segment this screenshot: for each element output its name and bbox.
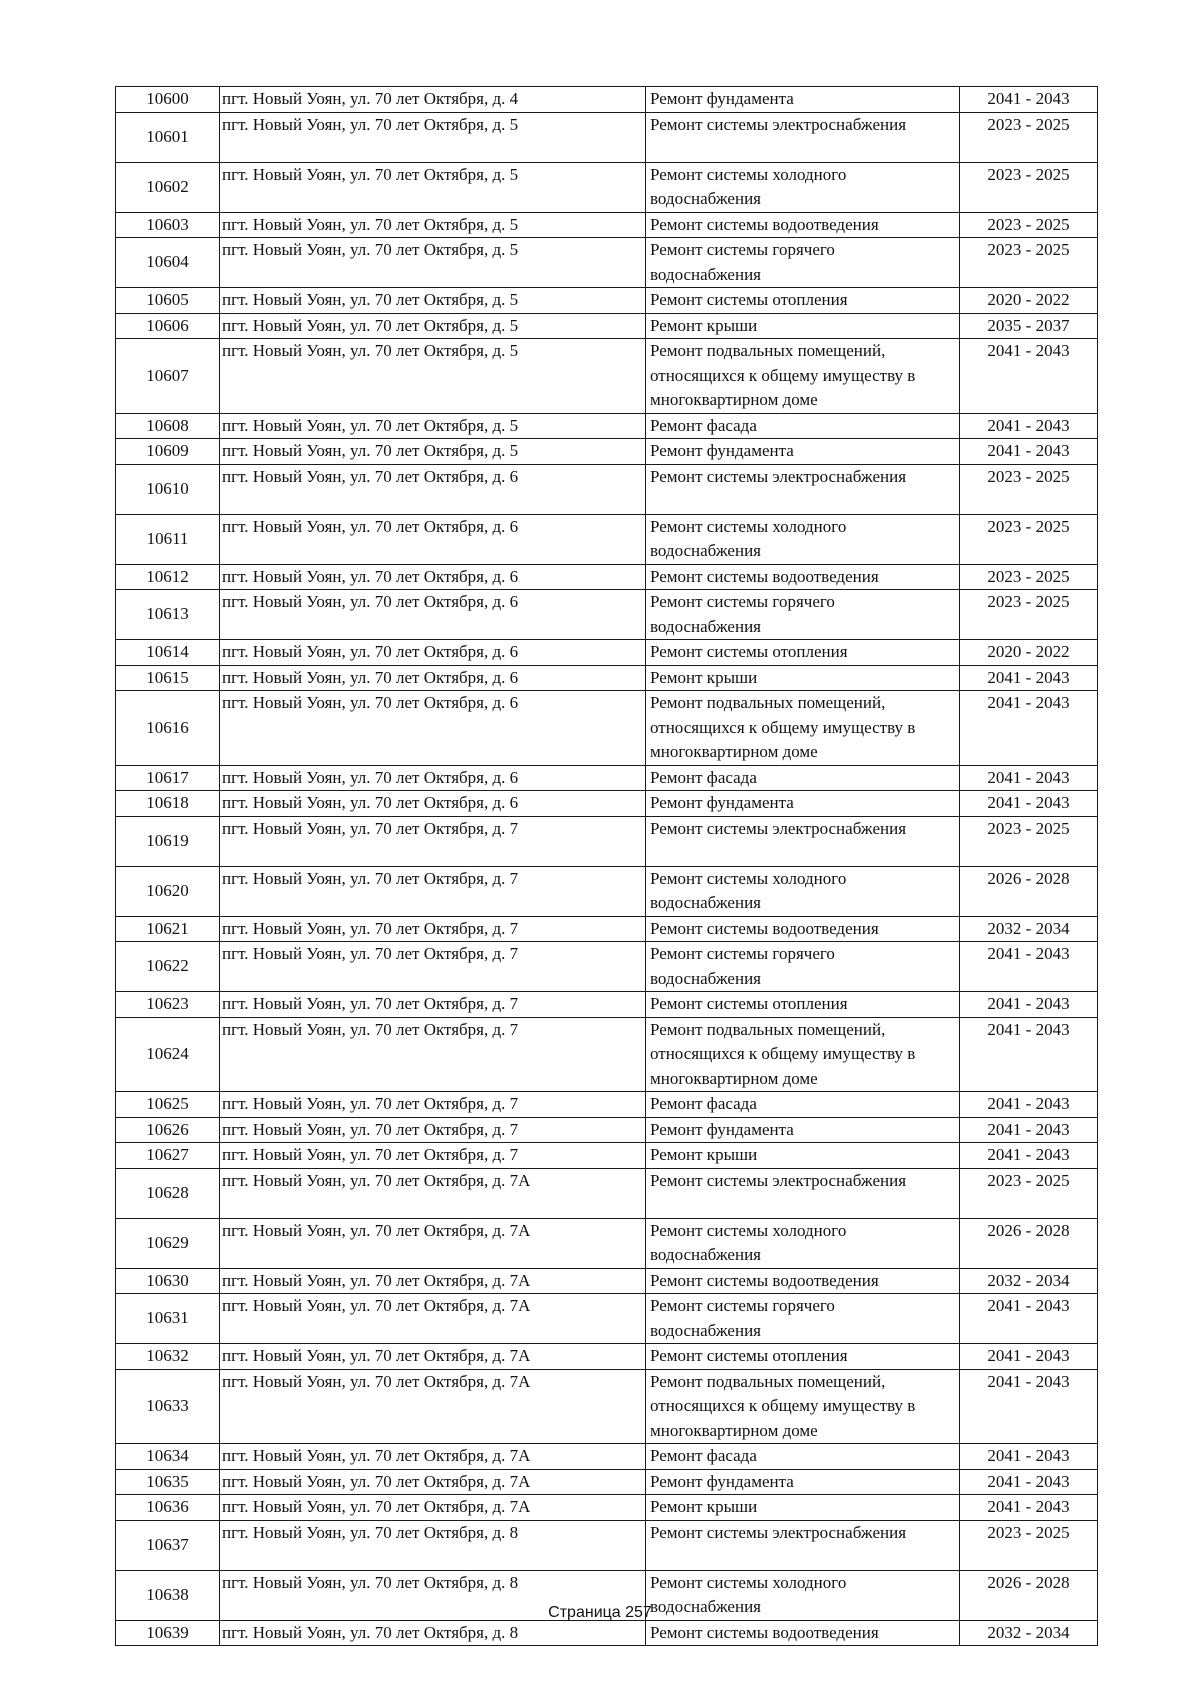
row-number-cell: 10609 [116, 439, 220, 465]
address-cell: пгт. Новый Уоян, ул. 70 лет Октября, д. 7 [220, 1117, 646, 1143]
work-type-cell: Ремонт системы водоотведения [646, 916, 960, 942]
address-cell: пгт. Новый Уоян, ул. 70 лет Октября, д. 7А [220, 1444, 646, 1470]
table-row [116, 1369, 1098, 1444]
row-number-cell: 10608 [116, 413, 220, 439]
work-type-cell: Ремонт системы электроснабжения [646, 464, 960, 514]
period-cell: 2041 - 2043 [960, 691, 1098, 766]
address-cell: пгт. Новый Уоян, ул. 70 лет Октября, д. 7А [220, 1369, 646, 1444]
address-cell: пгт. Новый Уоян, ул. 70 лет Октября, д. 6 [220, 640, 646, 666]
work-type-cell: Ремонт системы водоотведения [646, 564, 960, 590]
address-cell: пгт. Новый Уоян, ул. 70 лет Октября, д. 7 [220, 1092, 646, 1118]
address-cell: пгт. Новый Уоян, ул. 70 лет Октября, д. 6 [220, 691, 646, 766]
period-cell: 2032 - 2034 [960, 1620, 1098, 1646]
row-number-cell: 10638 [116, 1570, 220, 1620]
row-number-cell: 10606 [116, 313, 220, 339]
work-type-cell: Ремонт системы отопления [646, 288, 960, 314]
period-cell: 2026 - 2028 [960, 866, 1098, 916]
period-cell: 2023 - 2025 [960, 590, 1098, 640]
period-cell: 2041 - 2043 [960, 1143, 1098, 1169]
work-type-cell: Ремонт крыши [646, 1143, 960, 1169]
work-type-cell: Ремонт крыши [646, 665, 960, 691]
table-row [116, 992, 1098, 1018]
row-number-cell: 10617 [116, 765, 220, 791]
row-number-cell: 10630 [116, 1268, 220, 1294]
row-number-cell: 10620 [116, 866, 220, 916]
work-type-cell: Ремонт системы горячего водоснабжения [646, 590, 960, 640]
row-number-cell: 10637 [116, 1520, 220, 1570]
table-row [116, 1268, 1098, 1294]
table-row [116, 1168, 1098, 1218]
address-cell: пгт. Новый Уоян, ул. 70 лет Октября, д. 5 [220, 162, 646, 212]
work-type-cell: Ремонт системы водоотведения [646, 1268, 960, 1294]
table-row [116, 1344, 1098, 1370]
period-cell: 2041 - 2043 [960, 87, 1098, 113]
work-type-cell: Ремонт системы отопления [646, 1344, 960, 1370]
table-row [116, 1017, 1098, 1092]
table-row [116, 413, 1098, 439]
row-number-cell: 10627 [116, 1143, 220, 1169]
row-number-cell: 10613 [116, 590, 220, 640]
period-cell: 2023 - 2025 [960, 238, 1098, 288]
address-cell: пгт. Новый Уоян, ул. 70 лет Октября, д. 7 [220, 1017, 646, 1092]
row-number-cell: 10632 [116, 1344, 220, 1370]
address-cell: пгт. Новый Уоян, ул. 70 лет Октября, д. 5 [220, 212, 646, 238]
period-cell: 2023 - 2025 [960, 564, 1098, 590]
work-type-cell: Ремонт системы горячего водоснабжения [646, 238, 960, 288]
period-cell: 2032 - 2034 [960, 916, 1098, 942]
address-cell: пгт. Новый Уоян, ул. 70 лет Октября, д. 8 [220, 1570, 646, 1620]
row-number-cell: 10625 [116, 1092, 220, 1118]
period-cell: 2023 - 2025 [960, 212, 1098, 238]
period-cell: 2041 - 2043 [960, 1017, 1098, 1092]
table-row [116, 791, 1098, 817]
address-cell: пгт. Новый Уоян, ул. 70 лет Октября, д. 5 [220, 413, 646, 439]
period-cell: 2023 - 2025 [960, 514, 1098, 564]
table-row [116, 1117, 1098, 1143]
table-row [116, 1620, 1098, 1646]
work-type-cell: Ремонт фасада [646, 413, 960, 439]
work-type-cell: Ремонт подвальных помещений, относящихся к общему имуществу в многоквартирном доме [646, 691, 960, 766]
address-cell: пгт. Новый Уоян, ул. 70 лет Октября, д. 6 [220, 791, 646, 817]
address-cell: пгт. Новый Уоян, ул. 70 лет Октября, д. 6 [220, 665, 646, 691]
table-row [116, 464, 1098, 514]
row-number-cell: 10600 [116, 87, 220, 113]
table-row [116, 1520, 1098, 1570]
address-cell: пгт. Новый Уоян, ул. 70 лет Октября, д. 5 [220, 313, 646, 339]
work-type-cell: Ремонт фасада [646, 1092, 960, 1118]
row-number-cell: 10615 [116, 665, 220, 691]
period-cell: 2041 - 2043 [960, 1117, 1098, 1143]
period-cell: 2035 - 2037 [960, 313, 1098, 339]
work-type-cell: Ремонт системы электроснабжения [646, 1168, 960, 1218]
period-cell: 2041 - 2043 [960, 791, 1098, 817]
address-cell: пгт. Новый Уоян, ул. 70 лет Октября, д. 7 [220, 992, 646, 1018]
address-cell: пгт. Новый Уоян, ул. 70 лет Октября, д. 7 [220, 942, 646, 992]
page-number: Страница 257 [548, 1604, 652, 1621]
period-cell: 2023 - 2025 [960, 816, 1098, 866]
work-type-cell: Ремонт системы водоотведения [646, 1620, 960, 1646]
table-row [116, 916, 1098, 942]
table-row [116, 590, 1098, 640]
period-cell: 2026 - 2028 [960, 1570, 1098, 1620]
table-row [116, 564, 1098, 590]
work-type-cell: Ремонт системы горячего водоснабжения [646, 1294, 960, 1344]
period-cell: 2041 - 2043 [960, 992, 1098, 1018]
row-number-cell: 10622 [116, 942, 220, 992]
row-number-cell: 10610 [116, 464, 220, 514]
work-type-cell: Ремонт фундамента [646, 1469, 960, 1495]
address-cell: пгт. Новый Уоян, ул. 70 лет Октября, д. 5 [220, 288, 646, 314]
table-row [116, 765, 1098, 791]
address-cell: пгт. Новый Уоян, ул. 70 лет Октября, д. 7 [220, 916, 646, 942]
table-row [116, 112, 1098, 162]
period-cell: 2041 - 2043 [960, 1469, 1098, 1495]
period-cell: 2041 - 2043 [960, 1495, 1098, 1521]
row-number-cell: 10612 [116, 564, 220, 590]
work-type-cell: Ремонт системы электроснабжения [646, 1520, 960, 1570]
period-cell: 2041 - 2043 [960, 665, 1098, 691]
period-cell: 2041 - 2043 [960, 1444, 1098, 1470]
address-cell: пгт. Новый Уоян, ул. 70 лет Октября, д. 7 [220, 1143, 646, 1169]
table-row [116, 665, 1098, 691]
row-number-cell: 10604 [116, 238, 220, 288]
period-cell: 2020 - 2022 [960, 640, 1098, 666]
work-type-cell: Ремонт системы горячего водоснабжения [646, 942, 960, 992]
table-row [116, 1218, 1098, 1268]
address-cell: пгт. Новый Уоян, ул. 70 лет Октября, д. 7 [220, 866, 646, 916]
period-cell: 2041 - 2043 [960, 1369, 1098, 1444]
work-type-cell: Ремонт системы холодного водоснабжения [646, 162, 960, 212]
row-number-cell: 10616 [116, 691, 220, 766]
address-cell: пгт. Новый Уоян, ул. 70 лет Октября, д. 5 [220, 238, 646, 288]
address-cell: пгт. Новый Уоян, ул. 70 лет Октября, д. 6 [220, 464, 646, 514]
table-row [116, 1495, 1098, 1521]
table-row [116, 87, 1098, 113]
work-type-cell: Ремонт системы водоотведения [646, 212, 960, 238]
work-type-cell: Ремонт подвальных помещений, относящихся к общему имуществу в многоквартирном доме [646, 1369, 960, 1444]
address-cell: пгт. Новый Уоян, ул. 70 лет Октября, д. 7А [220, 1469, 646, 1495]
period-cell: 2023 - 2025 [960, 1520, 1098, 1570]
address-cell: пгт. Новый Уоян, ул. 70 лет Октября, д. 6 [220, 765, 646, 791]
row-number-cell: 10629 [116, 1218, 220, 1268]
row-number-cell: 10618 [116, 791, 220, 817]
period-cell: 2041 - 2043 [960, 765, 1098, 791]
address-cell: пгт. Новый Уоян, ул. 70 лет Октября, д. 8 [220, 1620, 646, 1646]
address-cell: пгт. Новый Уоян, ул. 70 лет Октября, д. 7А [220, 1495, 646, 1521]
table-row [116, 1444, 1098, 1470]
row-number-cell: 10614 [116, 640, 220, 666]
work-type-cell: Ремонт фундамента [646, 1117, 960, 1143]
period-cell: 2023 - 2025 [960, 1168, 1098, 1218]
address-cell: пгт. Новый Уоян, ул. 70 лет Октября, д. 7 [220, 816, 646, 866]
period-cell: 2041 - 2043 [960, 1092, 1098, 1118]
address-cell: пгт. Новый Уоян, ул. 70 лет Октября, д. 7А [220, 1294, 646, 1344]
table-row [116, 640, 1098, 666]
table-row [116, 942, 1098, 992]
work-type-cell: Ремонт фундамента [646, 87, 960, 113]
address-cell: пгт. Новый Уоян, ул. 70 лет Октября, д. 7А [220, 1268, 646, 1294]
work-type-cell: Ремонт системы холодного водоснабжения [646, 1218, 960, 1268]
period-cell: 2041 - 2043 [960, 413, 1098, 439]
address-cell: пгт. Новый Уоян, ул. 70 лет Октября, д. 7А [220, 1168, 646, 1218]
work-type-cell: Ремонт крыши [646, 1495, 960, 1521]
row-number-cell: 10634 [116, 1444, 220, 1470]
address-cell: пгт. Новый Уоян, ул. 70 лет Октября, д. 7А [220, 1344, 646, 1370]
period-cell: 2020 - 2022 [960, 288, 1098, 314]
work-type-cell: Ремонт системы холодного водоснабжения [646, 514, 960, 564]
row-number-cell: 10626 [116, 1117, 220, 1143]
address-cell: пгт. Новый Уоян, ул. 70 лет Октября, д. 5 [220, 112, 646, 162]
row-number-cell: 10621 [116, 916, 220, 942]
work-type-cell: Ремонт фасада [646, 1444, 960, 1470]
period-cell: 2023 - 2025 [960, 464, 1098, 514]
table-row [116, 1143, 1098, 1169]
row-number-cell: 10624 [116, 1017, 220, 1092]
address-cell: пгт. Новый Уоян, ул. 70 лет Октября, д. 8 [220, 1520, 646, 1570]
address-cell: пгт. Новый Уоян, ул. 70 лет Октября, д. 7А [220, 1218, 646, 1268]
table-row [116, 1469, 1098, 1495]
work-type-cell: Ремонт системы холодного водоснабжения [646, 1570, 960, 1620]
row-number-cell: 10607 [116, 339, 220, 414]
table-body [116, 87, 1098, 1646]
row-number-cell: 10619 [116, 816, 220, 866]
work-type-cell: Ремонт подвальных помещений, относящихся к общему имуществу в многоквартирном доме [646, 339, 960, 414]
row-number-cell: 10639 [116, 1620, 220, 1646]
table-row [116, 238, 1098, 288]
row-number-cell: 10601 [116, 112, 220, 162]
work-type-cell: Ремонт системы холодного водоснабжения [646, 866, 960, 916]
work-type-cell: Ремонт фундамента [646, 439, 960, 465]
table-row [116, 439, 1098, 465]
table-row [116, 212, 1098, 238]
work-type-cell: Ремонт системы электроснабжения [646, 112, 960, 162]
period-cell: 2026 - 2028 [960, 1218, 1098, 1268]
work-type-cell: Ремонт фасада [646, 765, 960, 791]
work-type-cell: Ремонт системы отопления [646, 640, 960, 666]
capital-repair-table [115, 86, 1098, 1646]
table-row [116, 816, 1098, 866]
work-type-cell: Ремонт системы отопления [646, 992, 960, 1018]
table-row [116, 866, 1098, 916]
table-row [116, 1294, 1098, 1344]
work-type-cell: Ремонт подвальных помещений, относящихся к общему имуществу в многоквартирном доме [646, 1017, 960, 1092]
table-row [116, 162, 1098, 212]
table-row [116, 1092, 1098, 1118]
work-type-cell: Ремонт крыши [646, 313, 960, 339]
row-number-cell: 10635 [116, 1469, 220, 1495]
row-number-cell: 10628 [116, 1168, 220, 1218]
row-number-cell: 10636 [116, 1495, 220, 1521]
period-cell: 2041 - 2043 [960, 339, 1098, 414]
address-cell: пгт. Новый Уоян, ул. 70 лет Октября, д. 6 [220, 564, 646, 590]
row-number-cell: 10631 [116, 1294, 220, 1344]
table-row [116, 514, 1098, 564]
work-type-cell: Ремонт фундамента [646, 791, 960, 817]
address-cell: пгт. Новый Уоян, ул. 70 лет Октября, д. 4 [220, 87, 646, 113]
table-row [116, 339, 1098, 414]
table-row [116, 288, 1098, 314]
address-cell: пгт. Новый Уоян, ул. 70 лет Октября, д. 6 [220, 514, 646, 564]
row-number-cell: 10611 [116, 514, 220, 564]
address-cell: пгт. Новый Уоян, ул. 70 лет Октября, д. 5 [220, 339, 646, 414]
table-row [116, 313, 1098, 339]
table-row [116, 691, 1098, 766]
period-cell: 2023 - 2025 [960, 162, 1098, 212]
address-cell: пгт. Новый Уоян, ул. 70 лет Октября, д. 6 [220, 590, 646, 640]
period-cell: 2041 - 2043 [960, 439, 1098, 465]
row-number-cell: 10623 [116, 992, 220, 1018]
row-number-cell: 10602 [116, 162, 220, 212]
row-number-cell: 10605 [116, 288, 220, 314]
period-cell: 2023 - 2025 [960, 112, 1098, 162]
work-type-cell: Ремонт системы электроснабжения [646, 816, 960, 866]
row-number-cell: 10633 [116, 1369, 220, 1444]
period-cell: 2041 - 2043 [960, 1294, 1098, 1344]
period-cell: 2041 - 2043 [960, 942, 1098, 992]
period-cell: 2041 - 2043 [960, 1344, 1098, 1370]
row-number-cell: 10603 [116, 212, 220, 238]
period-cell: 2032 - 2034 [960, 1268, 1098, 1294]
address-cell: пгт. Новый Уоян, ул. 70 лет Октября, д. 5 [220, 439, 646, 465]
